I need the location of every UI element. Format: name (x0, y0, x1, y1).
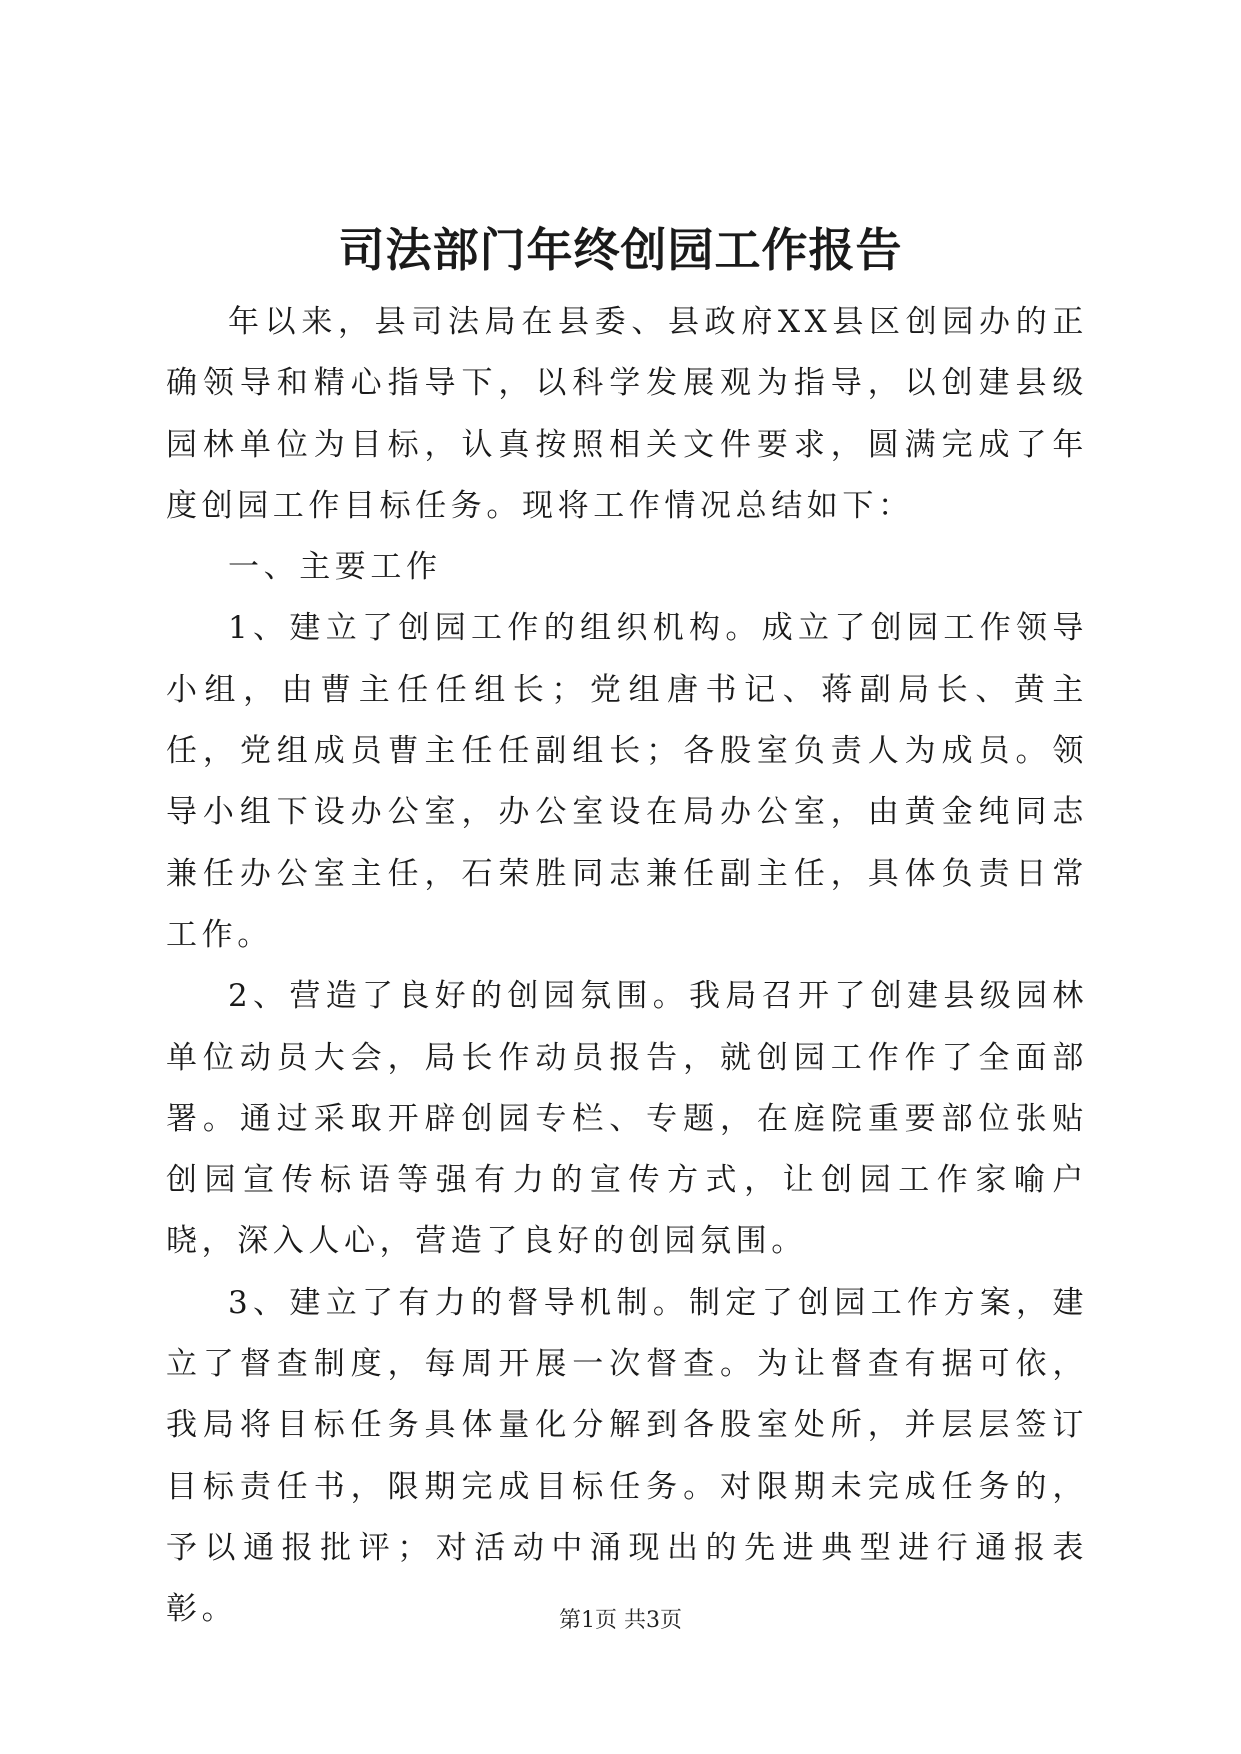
paragraph-item-1: 1、建立了创园工作的组织机构。成立了创园工作领导小组，由曹主任任组长；党组唐书记、蒋副局长、黄主任，党组成员曹主任任副组长；各股室负责人为成员。领导小组下设办公室，办公室设在局办公室，由黄金纯同志兼任办公室主任，石荣胜同志兼任副主任，具体负责日常工作。 (166, 610, 1088, 953)
section-heading-main-work: 一、主要工作 (228, 549, 442, 586)
paragraph-intro: 年以来，县司法局在县委、县政府XX县区创园办的正确领导和精心指导下，以科学发展观为指导，以创建县级园林单位为目标，认真按照相关文件要求，圆满完成了年度创园工作目标任务。现将工作情况总结如下： (166, 304, 1088, 524)
document-title: 司法部门年终创园工作报告 (338, 223, 903, 277)
page-number-footer: 第1页 共3页 (559, 1608, 682, 1633)
paragraph-item-3: 3、建立了有力的督导机制。制定了创园工作方案，建立了督查制度，每周开展一次督查。为让督查有据可依，我局将目标任务具体量化分解到各股室处所，并层层签订目标责任书，限期完成目标任务。对限期未完成任务的，予以通报批评；对活动中涌现出的先进典型进行通报表彰。 (166, 1284, 1088, 1628)
paragraph-item-2: 2、营造了良好的创园氛围。我局召开了创建县级园林单位动员大会，局长作动员报告，就创园工作作了全面部署。通过采取开辟创园专栏、专题，在庭院重要部位张贴创园宣传标语等强有力的宣传方式，让创园工作家喻户晓，深入人心，营造了良好的创园氛围。 (166, 978, 1088, 1260)
document-body (166, 292, 1088, 1641)
